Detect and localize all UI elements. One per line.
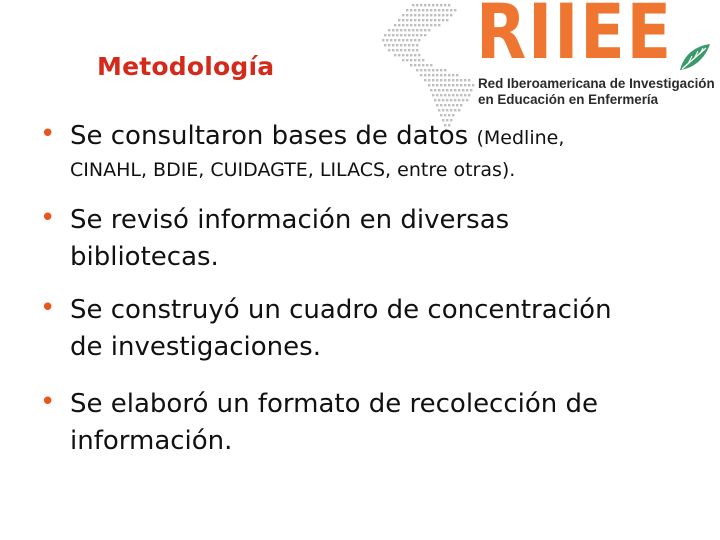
bullet-1-text-small: (Medline, xyxy=(476,127,565,149)
bullet-4-text-line1: Se elaboró un formato de recolección de xyxy=(70,389,599,419)
bullet-marker: • xyxy=(40,203,56,233)
bullet-2-text-line1: Se revisó información en diversas xyxy=(70,205,510,235)
bullet-marker: • xyxy=(40,293,56,323)
bullet-3-text-line1: Se construyó un cuadro de concentración xyxy=(70,295,612,325)
slide-title: Metodología xyxy=(97,52,275,81)
bullet-marker: • xyxy=(40,119,56,149)
bullet-4-text-line2: información. xyxy=(70,426,233,456)
bullet-item-2 xyxy=(40,202,690,276)
logo-tagline-line1: Red Iberoamericana de Investigación xyxy=(478,76,715,91)
bullet-3-text-line2: de investigaciones. xyxy=(70,332,321,362)
bullet-2-text-line2: bibliotecas. xyxy=(70,242,219,272)
bullet-item-3 xyxy=(40,292,690,366)
bullet-marker: • xyxy=(40,387,56,417)
bullet-1-text-main: Se consultaron bases de datos xyxy=(70,121,477,151)
bullet-item-4 xyxy=(40,386,690,460)
bullet-1-text-line2: CINAHL, BDIE, CUIDAGTE, LILACS, entre otras). xyxy=(70,159,516,181)
bullet-item-1 xyxy=(40,118,690,183)
logo-wordmark: RIIEE xyxy=(476,0,673,76)
logo-tagline-line2: en Educación en Enfermería xyxy=(478,92,659,107)
